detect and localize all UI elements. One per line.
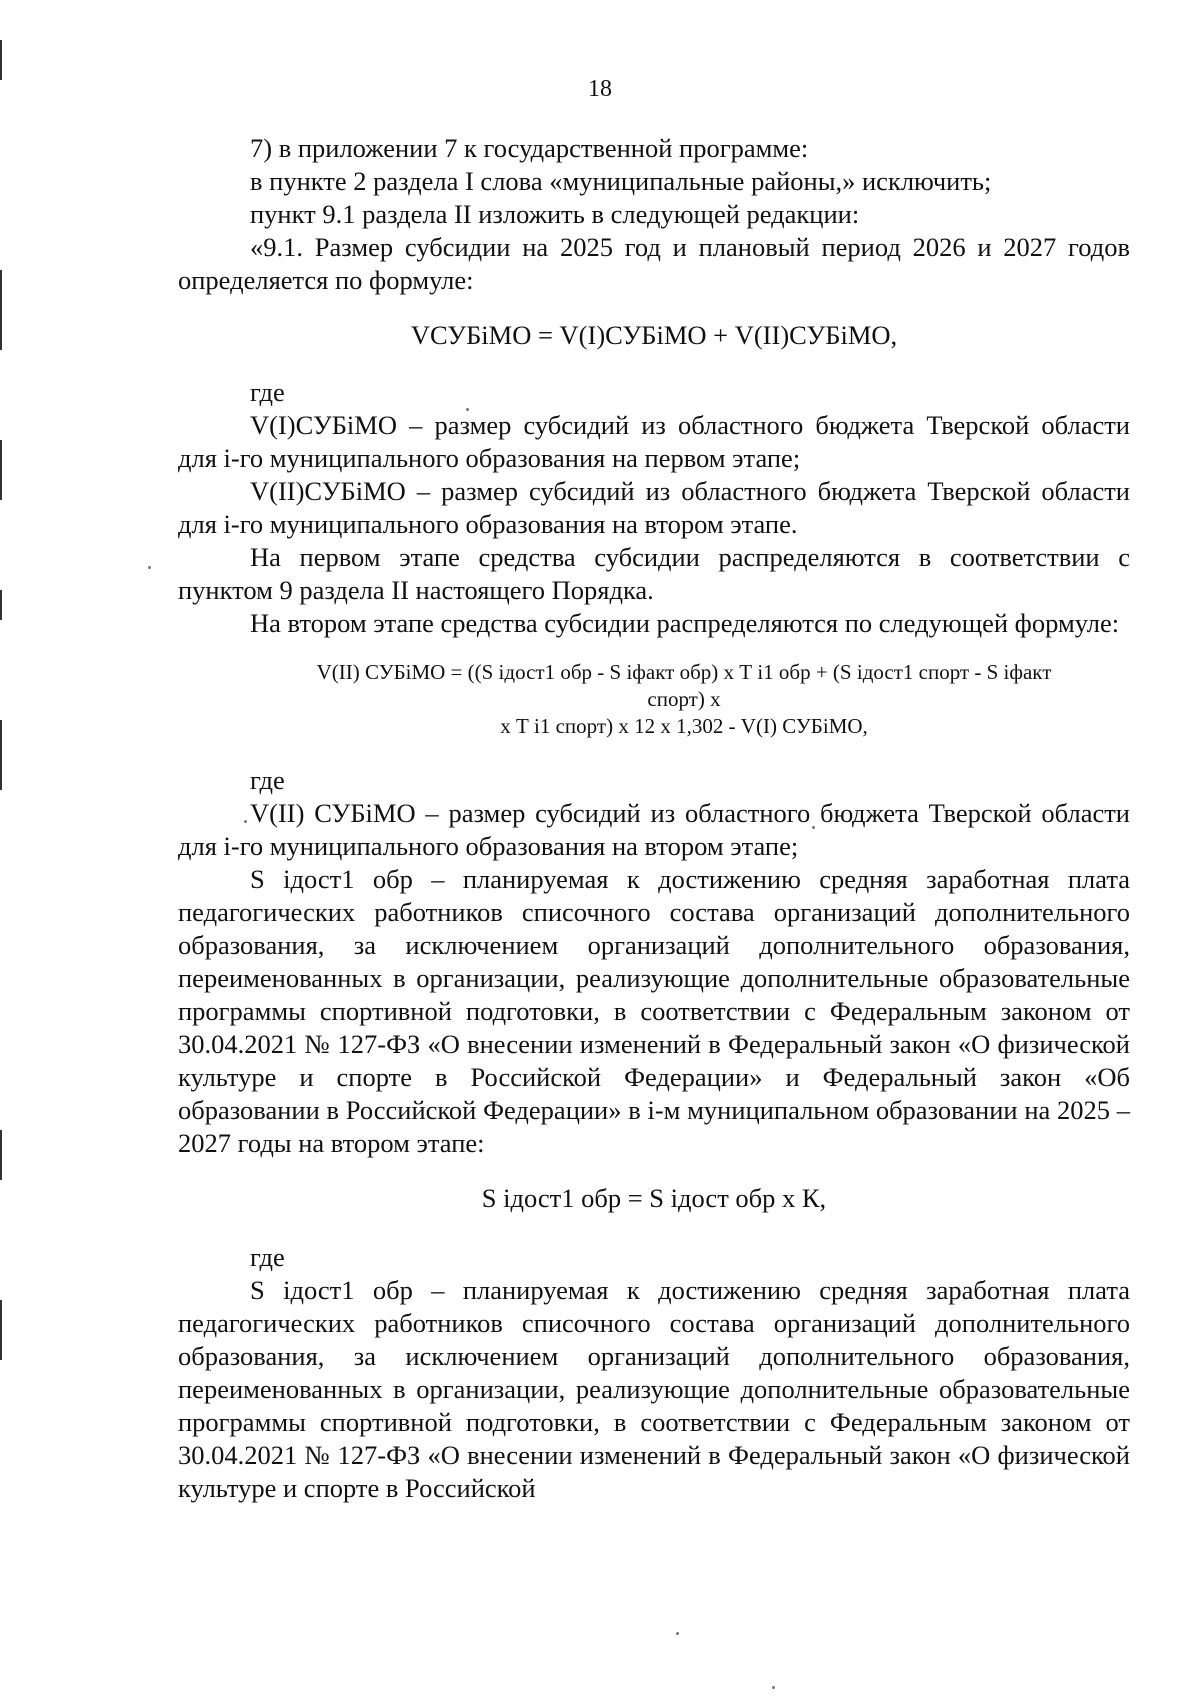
where-label: где — [250, 765, 285, 795]
paragraph-section-i-change: в пункте 2 раздела I слова «муниципальные районы,» исключить; — [250, 166, 992, 196]
scan-speck — [148, 566, 151, 569]
scan-edge-mark — [0, 440, 2, 500]
paragraph-stage-two-distribution: На втором этапе средства субсидии распределяются по следующей формуле: — [250, 608, 1120, 638]
where-label: где — [250, 1242, 285, 1272]
formula-total-subsidy: VСУБiМО = V(I)СУБiМО + V(II)СУБiМО, — [410, 320, 898, 350]
definition-s-dost1-obr-repeat: S iдост1 обр – планируемая к достижению средняя заработная плата педагогических работников списочного состава организаций дополнительного образования, за исключением организаций дополнительного образования, переименованных в организации, реализующие дополнительные образовательные программы спортивной подготовки, в соответствии с Федеральным законом от 30.04.2021 № 127-ФЗ «О внесении изменений в Федеральный закон «О физической культуре и спорте в Российской — [178, 1275, 1130, 1503]
where-label: где — [250, 377, 285, 407]
scan-edge-mark — [0, 590, 2, 620]
paragraph-section-ii-change: пункт 9.1 раздела II изложить в следующей редакции: — [250, 199, 860, 229]
scan-edge-mark — [0, 1300, 2, 1360]
paragraph-item-7: 7) в приложении 7 к государственной программе: — [250, 133, 809, 163]
definition-v-ii: V(II) СУБiМО – размер субсидий из областного бюджета Тверской области для i-го муниципального образования на втором этапе; — [178, 798, 1130, 861]
formula-stage-two-line-3: х Т i1 спорт) х 12 х 1,302 - V(I) СУБiМО, — [500, 714, 868, 738]
formula-s-dost1-obr: S iдост1 обр = S iдост обр х К, — [481, 1183, 827, 1213]
scan-speck — [676, 1632, 679, 1635]
scan-edge-mark — [0, 270, 2, 350]
scan-edge-mark — [0, 40, 2, 80]
formula-stage-two-line-1: V(II) СУБiМО = ((S iдост1 обр - S iфакт обр) х Т i1 обр + (S iдост1 спорт - S iфакт — [316, 660, 1052, 684]
definition-stage-two: V(II)СУБiМО – размер субсидий из областного бюджета Тверской области для i-го муниципального образования на втором этапе. — [178, 476, 1130, 539]
formula-stage-two — [178, 659, 1130, 740]
formula-stage-two-line-2: спорт) х — [647, 687, 721, 711]
definition-s-dost1-obr: S iдост1 обр – планируемая к достижению средняя заработная плата педагогических работников списочного состава организаций дополнительного образования, за исключением организаций дополнительного образования, переименованных в организации, реализующие дополнительные образовательные программы спортивной подготовки, в соответствии с Федеральным законом от 30.04.2021 № 127-ФЗ «О внесении изменений в Федеральный закон «О физической культуре и спорте в Российской Федерации» и Федеральный закон «Об образовании в Российской Федерации» в i-м муниципальном образовании на 2025 – 2027 годы на втором этапе: — [178, 864, 1130, 1158]
document-body — [178, 132, 1130, 1505]
page-number: 18 — [588, 76, 612, 102]
scan-edge-mark — [0, 1130, 2, 1180]
definition-stage-one: V(I)СУБiМО – размер субсидий из областного бюджета Тверской области для i-го муниципального образования на первом этапе; — [178, 410, 1130, 473]
scan-edge-mark — [0, 720, 2, 790]
paragraph-stage-one-distribution: На первом этапе средства субсидии распределяются в соответствии с пунктом 9 раздела II настоящего Порядка. — [178, 542, 1130, 605]
paragraph-9-1: «9.1. Размер субсидии на 2025 год и плановый период 2026 и 2027 годов определяется по формуле: — [178, 232, 1130, 295]
scan-speck — [772, 1686, 775, 1689]
